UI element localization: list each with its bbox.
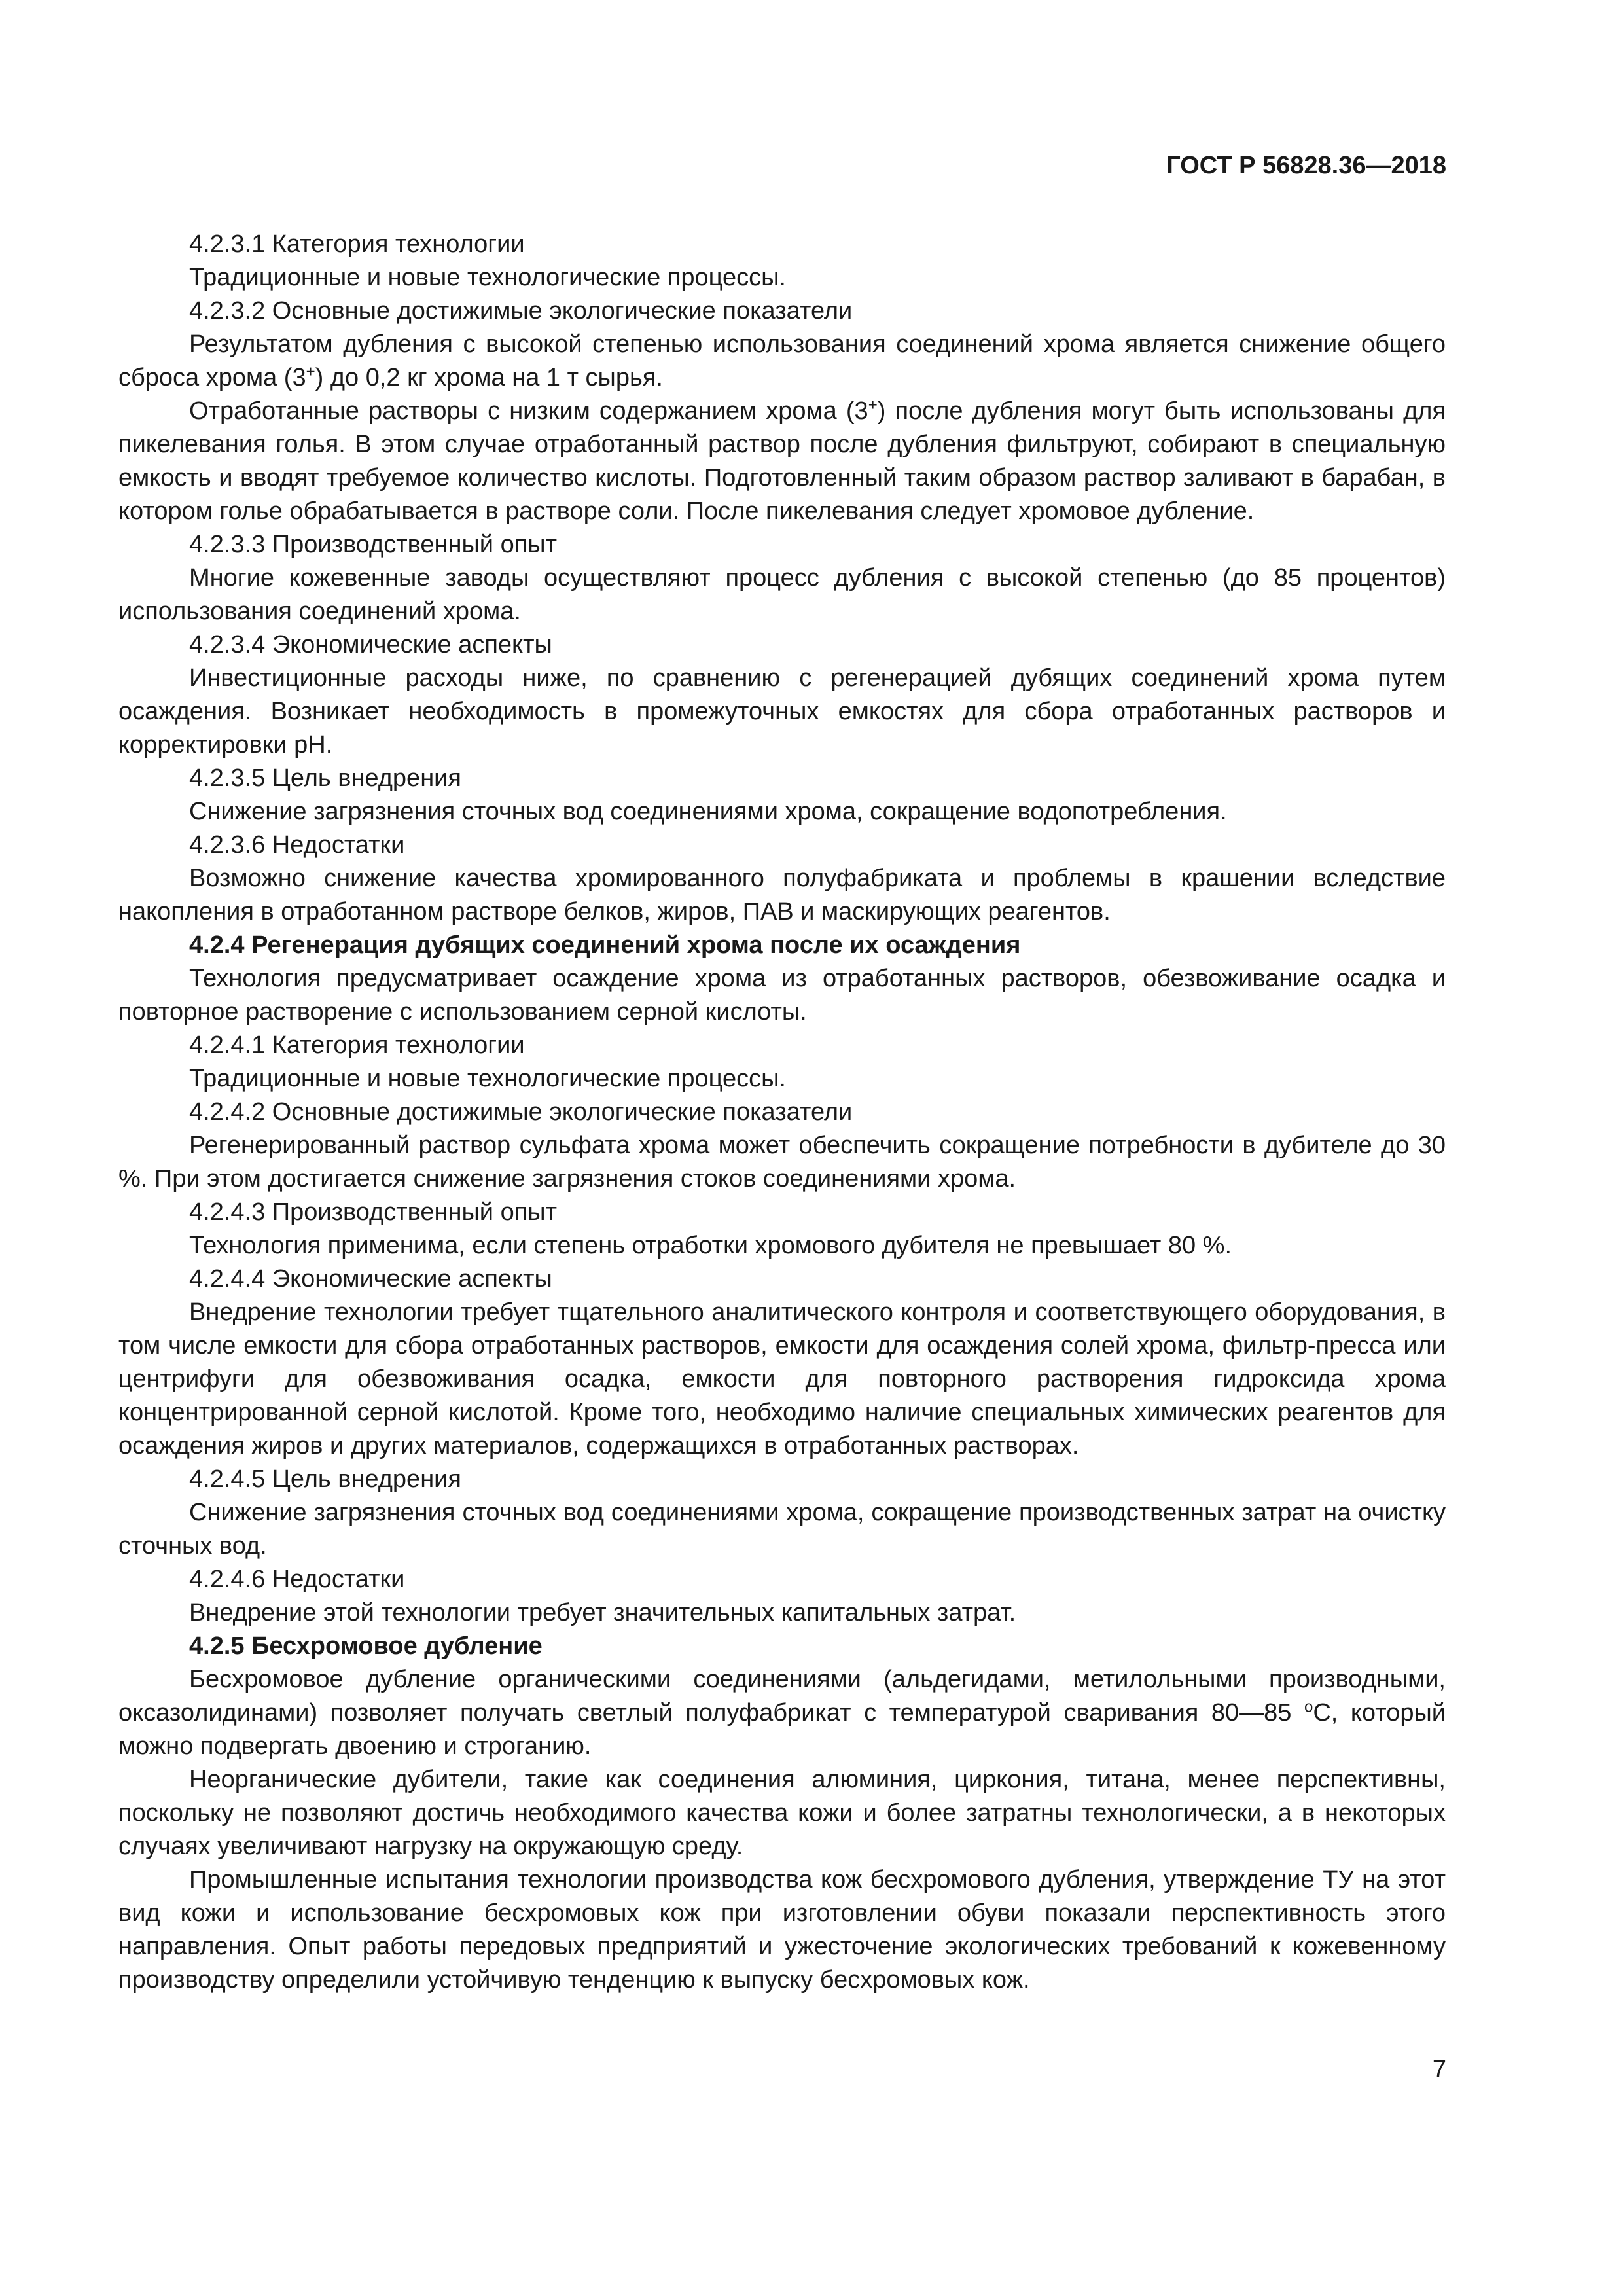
section-heading: 4.2.5 Бесхромовое дубление bbox=[189, 1632, 543, 1660]
superscript: о bbox=[1304, 1698, 1313, 1716]
paragraph bbox=[118, 1663, 1446, 1763]
paragraph: Регенерированный раствор сульфата хрома может обеспечить сокращение потребности в дубителе до 30 %. При этом достигается снижение загрязнения стоков соединениями хрома. bbox=[118, 1132, 1446, 1193]
subsection-heading: 4.2.4.4 Экономические аспекты bbox=[189, 1265, 552, 1293]
paragraph-text: Результатом дубления с высокой степенью использования соединений хрома является снижение общего сброса хрома (3 bbox=[118, 331, 1446, 391]
paragraph: Технология применима, если степень отработки хромового дубителя не превышает 80 %. bbox=[189, 1232, 1232, 1259]
paragraph bbox=[118, 395, 1446, 528]
paragraph-text: ) до 0,2 кг хрома на 1 т сырья. bbox=[315, 364, 663, 391]
subsection-heading: 4.2.3.1 Категория технологии bbox=[189, 230, 525, 258]
document-header: ГОСТ Р 56828.36—2018 bbox=[1166, 152, 1446, 179]
paragraph: Инвестиционные расходы ниже, по сравнению с регенерацией дубящих соединений хрома путем осаждения. Возникает необходимость в промежуточных емкостях для сбора отработанных растворов и корректировки pH. bbox=[118, 664, 1446, 759]
subsection-heading: 4.2.3.4 Экономические аспекты bbox=[189, 631, 552, 658]
subsection-heading: 4.2.3.5 Цель внедрения bbox=[189, 764, 461, 792]
subsection-heading: 4.2.4.2 Основные достижимые экологические показатели bbox=[189, 1098, 853, 1126]
page-number: 7 bbox=[1432, 2056, 1446, 2083]
document-body bbox=[118, 228, 1446, 1997]
subsection-heading: 4.2.4.1 Категория технологии bbox=[189, 1031, 525, 1059]
paragraph: Промышленные испытания технологии производства кож бесхромового дубления, утверждение ТУ на этот вид кожи и использование бесхромовых кож при изготовлении обуви показали перспективность этого направления. Опыт работы передовых предприятий и ужесточение экологических требований к кожевенному производству определили устойчивую тенденцию к выпуску бесхромовых кож. bbox=[118, 1866, 1446, 1994]
paragraph: Снижение загрязнения сточных вод соединениями хрома, сокращение производственных затрат на очистку сточных вод. bbox=[118, 1499, 1446, 1560]
section-heading: 4.2.4 Регенерация дубящих соединений хрома после их осаждения bbox=[189, 931, 1021, 959]
subsection-heading: 4.2.3.6 Недостатки bbox=[189, 831, 405, 859]
paragraph: Многие кожевенные заводы осуществляют процесс дубления с высокой степенью (до 85 процентов) использования соединений хрома. bbox=[118, 564, 1446, 625]
paragraph-text: Бесхромовое дубление органическими соединениями (альдегидами, метилольными производными, оксазолидинами) позволяет получать светлый полуфабрикат с температурой сваривания 80—85 bbox=[118, 1666, 1446, 1727]
paragraph: Снижение загрязнения сточных вод соединениями хрома, сокращение водопотребления. bbox=[189, 798, 1227, 825]
paragraph: Традиционные и новые технологические процессы. bbox=[189, 1065, 786, 1092]
paragraph-text: С, который можно подвергать двоению и строганию. bbox=[118, 1699, 1446, 1760]
subsection-heading: 4.2.4.6 Недостатки bbox=[189, 1566, 405, 1593]
paragraph bbox=[118, 328, 1446, 395]
paragraph: Традиционные и новые технологические процессы. bbox=[189, 264, 786, 291]
subsection-heading: 4.2.3.3 Производственный опыт bbox=[189, 531, 558, 558]
paragraph: Неорганические дубители, такие как соединения алюминия, циркония, титана, менее перспективны, поскольку не позволяют достичь необходимого качества кожи и более затратны технологически, а в некоторых случаях увеличивают нагрузку на окружающую среду. bbox=[118, 1766, 1446, 1860]
paragraph: Внедрение этой технологии требует значительных капитальных затрат. bbox=[189, 1599, 1016, 1626]
paragraph: Внедрение технологии требует тщательного аналитического контроля и соответствующего оборудования, в том числе емкости для сбора отработанных растворов, емкости для осаждения солей хрома, фильтр-пресса или центрифуги для обезвоживания осадка, емкости для повторного растворения гидроксида хрома концентрированной серной кислотой. Кроме того, необходимо наличие специальных химических реагентов для осаждения жиров и других материалов, содержащихся в отработанных растворах. bbox=[118, 1299, 1446, 1460]
subsection-heading: 4.2.3.2 Основные достижимые экологические показатели bbox=[189, 297, 853, 325]
paragraph-text: Отработанные растворы с низким содержанием хрома (3 bbox=[189, 397, 868, 425]
superscript: + bbox=[868, 396, 878, 414]
paragraph: Технология предусматривает осаждение хрома из отработанных растворов, обезвоживание осадка и повторное растворение с использованием серной кислоты. bbox=[118, 965, 1446, 1026]
subsection-heading: 4.2.4.5 Цель внедрения bbox=[189, 1465, 461, 1493]
superscript: + bbox=[306, 363, 315, 381]
subsection-heading: 4.2.4.3 Производственный опыт bbox=[189, 1198, 558, 1226]
paragraph: Возможно снижение качества хромированного полуфабриката и проблемы в крашении вследствие накопления в отработанном растворе белков, жиров, ПАВ и маскирующих реагентов. bbox=[118, 865, 1446, 925]
paragraph-text: ) после дубления могут быть использованы для пикелевания голья. В этом случае отработанный раствор после дубления фильтруют, собирают в специальную емкость и вводят требуемое количество кислоты. Подготовленный таким образом раствор заливают в барабан, в котором голье обрабатывается в растворе соли. После пикелевания следует хромовое дубление. bbox=[118, 397, 1446, 525]
